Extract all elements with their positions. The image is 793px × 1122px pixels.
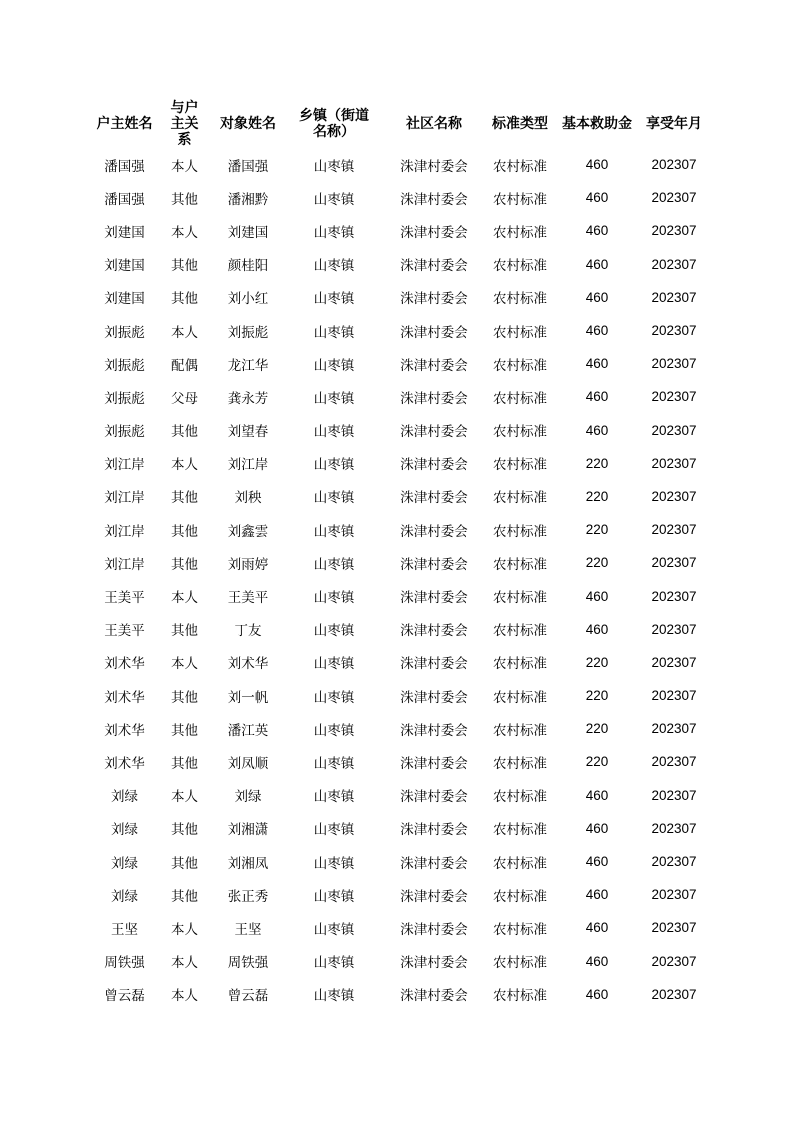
- cell-community: 洙津村委会: [400, 158, 468, 175]
- cell-community: 洙津村委会: [400, 556, 468, 573]
- cell-township: 山枣镇: [313, 623, 355, 640]
- cell-householder-name: 周铁强: [104, 955, 145, 972]
- table-row: [92, 380, 710, 413]
- cell-householder-name: 潘国强: [104, 191, 145, 208]
- cell-householder-name: 刘术华: [104, 722, 145, 739]
- table-row: [92, 845, 710, 878]
- cell-community: 洙津村委会: [400, 191, 468, 208]
- cell-benefit-month: 202307: [651, 920, 697, 936]
- cell-householder-name: 刘振彪: [104, 324, 145, 341]
- cell-township: 山枣镇: [313, 689, 355, 706]
- cell-standard-type: 农村标准: [493, 390, 547, 407]
- cell-community: 洙津村委会: [400, 755, 468, 772]
- cell-relation: 其他: [171, 424, 198, 441]
- cell-township: 山枣镇: [313, 822, 355, 839]
- table-row: [92, 414, 710, 447]
- header-township: 乡镇（街道名称）: [299, 108, 369, 140]
- cell-standard-type: 农村标准: [493, 722, 547, 739]
- cell-relief-amount: 460: [585, 223, 609, 239]
- cell-relief-amount: 460: [585, 887, 609, 903]
- cell-relief-amount: 220: [585, 455, 609, 471]
- cell-community: 洙津村委会: [400, 324, 468, 341]
- cell-recipient-name: 刘小红: [227, 291, 269, 308]
- cell-householder-name: 刘江岸: [104, 523, 145, 540]
- cell-relation: 本人: [171, 324, 198, 341]
- cell-benefit-month: 202307: [651, 887, 697, 903]
- cell-relation: 父母: [171, 390, 198, 407]
- cell-householder-name: 刘建国: [104, 224, 145, 241]
- cell-standard-type: 农村标准: [493, 955, 547, 972]
- cell-standard-type: 农村标准: [493, 424, 547, 441]
- cell-township: 山枣镇: [313, 158, 355, 175]
- cell-benefit-month: 202307: [651, 854, 697, 870]
- cell-householder-name: 刘江岸: [104, 556, 145, 573]
- cell-community: 洙津村委会: [400, 457, 468, 474]
- cell-standard-type: 农村标准: [493, 224, 547, 241]
- cell-relief-amount: 460: [585, 157, 609, 173]
- cell-relief-amount: 460: [585, 323, 609, 339]
- cell-relief-amount: 460: [585, 787, 609, 803]
- cell-township: 山枣镇: [313, 357, 355, 374]
- header-row: [92, 100, 710, 148]
- cell-relief-amount: 220: [585, 488, 609, 504]
- cell-relation: 本人: [171, 921, 198, 938]
- cell-community: 洙津村委会: [400, 224, 468, 241]
- cell-relief-amount: 460: [585, 256, 609, 272]
- cell-relief-amount: 460: [585, 422, 609, 438]
- cell-recipient-name: 刘建国: [227, 224, 269, 241]
- cell-recipient-name: 周铁强: [227, 955, 269, 972]
- table-row: [92, 712, 710, 745]
- table-row: [92, 646, 710, 679]
- table-row: [92, 148, 710, 181]
- cell-relief-amount: 460: [585, 190, 609, 206]
- cell-recipient-name: 刘鑫雲: [227, 523, 269, 540]
- cell-recipient-name: 刘望春: [227, 424, 269, 441]
- cell-relief-amount: 220: [585, 522, 609, 538]
- cell-benefit-month: 202307: [651, 754, 697, 770]
- cell-benefit-month: 202307: [651, 688, 697, 704]
- cell-township: 山枣镇: [313, 258, 355, 275]
- cell-township: 山枣镇: [313, 523, 355, 540]
- cell-township: 山枣镇: [313, 424, 355, 441]
- cell-recipient-name: 张正秀: [227, 888, 269, 905]
- cell-standard-type: 农村标准: [493, 191, 547, 208]
- cell-relation: 其他: [171, 258, 198, 275]
- cell-benefit-month: 202307: [651, 455, 697, 471]
- cell-householder-name: 刘振彪: [104, 390, 145, 407]
- cell-householder-name: 曾云磊: [104, 988, 145, 1005]
- cell-benefit-month: 202307: [651, 289, 697, 305]
- cell-community: 洙津村委会: [400, 590, 468, 607]
- cell-recipient-name: 颜桂阳: [227, 258, 269, 275]
- cell-benefit-month: 202307: [651, 654, 697, 670]
- cell-relief-amount: 460: [585, 389, 609, 405]
- cell-benefit-month: 202307: [651, 986, 697, 1002]
- cell-recipient-name: 龚永芳: [227, 390, 269, 407]
- cell-householder-name: 刘江岸: [104, 490, 145, 507]
- cell-standard-type: 农村标准: [493, 656, 547, 673]
- cell-benefit-month: 202307: [651, 256, 697, 272]
- cell-recipient-name: 刘振彪: [227, 324, 269, 341]
- table-row: [92, 911, 710, 944]
- cell-township: 山枣镇: [313, 755, 355, 772]
- cell-relief-amount: 460: [585, 986, 609, 1002]
- cell-standard-type: 农村标准: [493, 258, 547, 275]
- cell-householder-name: 刘振彪: [104, 424, 145, 441]
- cell-relation: 本人: [171, 224, 198, 241]
- header-standard-type: 标准类型: [492, 116, 548, 132]
- header-householder-name: 户主姓名: [96, 116, 153, 132]
- cell-relation: 其他: [171, 291, 198, 308]
- cell-relief-amount: 220: [585, 555, 609, 571]
- cell-community: 洙津村委会: [400, 789, 468, 806]
- cell-relief-amount: 460: [585, 953, 609, 969]
- cell-township: 山枣镇: [313, 291, 355, 308]
- relief-roster-table: [92, 100, 710, 1011]
- cell-standard-type: 农村标准: [493, 324, 547, 341]
- cell-relation: 其他: [171, 822, 198, 839]
- cell-township: 山枣镇: [313, 490, 355, 507]
- cell-householder-name: 刘术华: [104, 689, 145, 706]
- cell-relief-amount: 460: [585, 588, 609, 604]
- cell-relation: 其他: [171, 689, 198, 706]
- cell-relief-amount: 220: [585, 688, 609, 704]
- cell-standard-type: 农村标准: [493, 523, 547, 540]
- cell-relation: 本人: [171, 590, 198, 607]
- header-relief-amount: 基本救助金: [562, 116, 632, 132]
- header-community: 社区名称: [406, 116, 462, 132]
- cell-householder-name: 王美平: [104, 623, 145, 640]
- cell-benefit-month: 202307: [651, 323, 697, 339]
- cell-township: 山枣镇: [313, 191, 355, 208]
- cell-township: 山枣镇: [313, 988, 355, 1005]
- cell-standard-type: 农村标准: [493, 888, 547, 905]
- cell-benefit-month: 202307: [651, 555, 697, 571]
- cell-relation: 其他: [171, 855, 198, 872]
- cell-benefit-month: 202307: [651, 157, 697, 173]
- table-row: [92, 314, 710, 347]
- cell-standard-type: 农村标准: [493, 855, 547, 872]
- cell-recipient-name: 刘绿: [234, 789, 262, 806]
- cell-benefit-month: 202307: [651, 488, 697, 504]
- cell-relation: 本人: [171, 988, 198, 1005]
- cell-standard-type: 农村标准: [493, 291, 547, 308]
- cell-community: 洙津村委会: [400, 921, 468, 938]
- cell-relation: 配偶: [171, 357, 198, 374]
- cell-township: 山枣镇: [313, 457, 355, 474]
- table-row: [92, 447, 710, 480]
- cell-community: 洙津村委会: [400, 822, 468, 839]
- cell-householder-name: 刘振彪: [104, 357, 145, 374]
- cell-township: 山枣镇: [313, 955, 355, 972]
- cell-relation: 本人: [171, 158, 198, 175]
- cell-recipient-name: 龙江华: [227, 357, 269, 374]
- cell-township: 山枣镇: [313, 656, 355, 673]
- cell-relief-amount: 220: [585, 654, 609, 670]
- cell-householder-name: 刘建国: [104, 291, 145, 308]
- cell-recipient-name: 潘江英: [227, 722, 269, 739]
- cell-community: 洙津村委会: [400, 390, 468, 407]
- cell-householder-name: 刘绿: [111, 789, 138, 806]
- table-row: [92, 181, 710, 214]
- cell-recipient-name: 王美平: [227, 590, 269, 607]
- cell-recipient-name: 刘凤顺: [227, 755, 269, 772]
- cell-relief-amount: 460: [585, 820, 609, 836]
- cell-relief-amount: 460: [585, 621, 609, 637]
- cell-relief-amount: 220: [585, 721, 609, 737]
- cell-relation: 其他: [171, 523, 198, 540]
- cell-relation: 本人: [171, 789, 198, 806]
- cell-community: 洙津村委会: [400, 424, 468, 441]
- cell-relation: 其他: [171, 490, 198, 507]
- cell-relief-amount: 460: [585, 356, 609, 372]
- cell-township: 山枣镇: [313, 324, 355, 341]
- cell-benefit-month: 202307: [651, 389, 697, 405]
- cell-community: 洙津村委会: [400, 357, 468, 374]
- cell-community: 洙津村委会: [400, 689, 468, 706]
- cell-benefit-month: 202307: [651, 223, 697, 239]
- cell-benefit-month: 202307: [651, 820, 697, 836]
- cell-standard-type: 农村标准: [493, 457, 547, 474]
- table-row: [92, 248, 710, 281]
- cell-recipient-name: 王坚: [234, 921, 262, 938]
- cell-recipient-name: 丁友: [234, 623, 262, 640]
- cell-householder-name: 刘建国: [104, 258, 145, 275]
- cell-community: 洙津村委会: [400, 888, 468, 905]
- cell-householder-name: 刘江岸: [104, 457, 145, 474]
- cell-community: 洙津村委会: [400, 955, 468, 972]
- cell-township: 山枣镇: [313, 921, 355, 938]
- cell-recipient-name: 潘国强: [227, 158, 269, 175]
- cell-township: 山枣镇: [313, 556, 355, 573]
- table-row: [92, 745, 710, 778]
- cell-community: 洙津村委会: [400, 490, 468, 507]
- table-row: [92, 945, 710, 978]
- table-row: [92, 812, 710, 845]
- cell-relief-amount: 460: [585, 854, 609, 870]
- table-row: [92, 480, 710, 513]
- cell-householder-name: 潘国强: [104, 158, 145, 175]
- cell-benefit-month: 202307: [651, 190, 697, 206]
- cell-householder-name: 刘术华: [104, 755, 145, 772]
- cell-benefit-month: 202307: [651, 721, 697, 737]
- cell-standard-type: 农村标准: [493, 490, 547, 507]
- cell-standard-type: 农村标准: [493, 590, 547, 607]
- cell-relation: 其他: [171, 623, 198, 640]
- cell-recipient-name: 刘雨婷: [227, 556, 269, 573]
- cell-householder-name: 刘绿: [111, 855, 138, 872]
- cell-standard-type: 农村标准: [493, 158, 547, 175]
- cell-standard-type: 农村标准: [493, 689, 547, 706]
- cell-community: 洙津村委会: [400, 291, 468, 308]
- cell-relief-amount: 460: [585, 920, 609, 936]
- cell-standard-type: 农村标准: [493, 822, 547, 839]
- table-row: [92, 779, 710, 812]
- cell-recipient-name: 刘湘凤: [227, 855, 269, 872]
- cell-township: 山枣镇: [313, 722, 355, 739]
- cell-relation: 本人: [171, 955, 198, 972]
- cell-relation: 其他: [171, 556, 198, 573]
- table-row: [92, 347, 710, 380]
- cell-recipient-name: 刘一帆: [227, 689, 269, 706]
- cell-standard-type: 农村标准: [493, 988, 547, 1005]
- cell-recipient-name: 曾云磊: [227, 988, 269, 1005]
- cell-relief-amount: 220: [585, 754, 609, 770]
- cell-community: 洙津村委会: [400, 656, 468, 673]
- cell-standard-type: 农村标准: [493, 556, 547, 573]
- cell-community: 洙津村委会: [400, 855, 468, 872]
- cell-householder-name: 王美平: [104, 590, 145, 607]
- cell-community: 洙津村委会: [400, 258, 468, 275]
- cell-recipient-name: 刘湘潇: [227, 822, 269, 839]
- cell-recipient-name: 刘江岸: [227, 457, 269, 474]
- table-row: [92, 978, 710, 1011]
- table-row: [92, 878, 710, 911]
- cell-recipient-name: 刘秧: [234, 490, 262, 507]
- table-row: [92, 281, 710, 314]
- cell-benefit-month: 202307: [651, 588, 697, 604]
- cell-community: 洙津村委会: [400, 623, 468, 640]
- header-benefit-month: 享受年月: [646, 116, 702, 132]
- cell-relation: 本人: [171, 656, 198, 673]
- cell-benefit-month: 202307: [651, 787, 697, 803]
- cell-householder-name: 王坚: [111, 921, 138, 938]
- cell-benefit-month: 202307: [651, 522, 697, 538]
- cell-standard-type: 农村标准: [493, 623, 547, 640]
- table-row: [92, 679, 710, 712]
- header-recipient-name: 对象姓名: [220, 116, 276, 132]
- cell-recipient-name: 刘术华: [227, 656, 269, 673]
- cell-recipient-name: 潘湘黔: [227, 191, 269, 208]
- table-body: [92, 148, 710, 1011]
- cell-benefit-month: 202307: [651, 621, 697, 637]
- cell-township: 山枣镇: [313, 224, 355, 241]
- cell-householder-name: 刘绿: [111, 888, 138, 905]
- table-row: [92, 613, 710, 646]
- cell-benefit-month: 202307: [651, 422, 697, 438]
- cell-benefit-month: 202307: [651, 356, 697, 372]
- cell-relation: 本人: [171, 457, 198, 474]
- cell-township: 山枣镇: [313, 855, 355, 872]
- cell-relation: 其他: [171, 888, 198, 905]
- cell-householder-name: 刘术华: [104, 656, 145, 673]
- cell-relation: 其他: [171, 755, 198, 772]
- table-row: [92, 546, 710, 579]
- cell-householder-name: 刘绿: [111, 822, 138, 839]
- cell-community: 洙津村委会: [400, 988, 468, 1005]
- cell-township: 山枣镇: [313, 390, 355, 407]
- table-row: [92, 513, 710, 546]
- cell-community: 洙津村委会: [400, 722, 468, 739]
- cell-township: 山枣镇: [313, 888, 355, 905]
- cell-standard-type: 农村标准: [493, 921, 547, 938]
- table-row: [92, 214, 710, 247]
- header-relation-to-householder: 与户主关系: [170, 100, 199, 148]
- cell-standard-type: 农村标准: [493, 789, 547, 806]
- table-row: [92, 579, 710, 612]
- cell-standard-type: 农村标准: [493, 755, 547, 772]
- cell-community: 洙津村委会: [400, 523, 468, 540]
- cell-relation: 其他: [171, 191, 198, 208]
- cell-relief-amount: 460: [585, 289, 609, 305]
- cell-relation: 其他: [171, 722, 198, 739]
- table-header: [92, 100, 710, 148]
- cell-standard-type: 农村标准: [493, 357, 547, 374]
- cell-township: 山枣镇: [313, 590, 355, 607]
- cell-township: 山枣镇: [313, 789, 355, 806]
- cell-benefit-month: 202307: [651, 953, 697, 969]
